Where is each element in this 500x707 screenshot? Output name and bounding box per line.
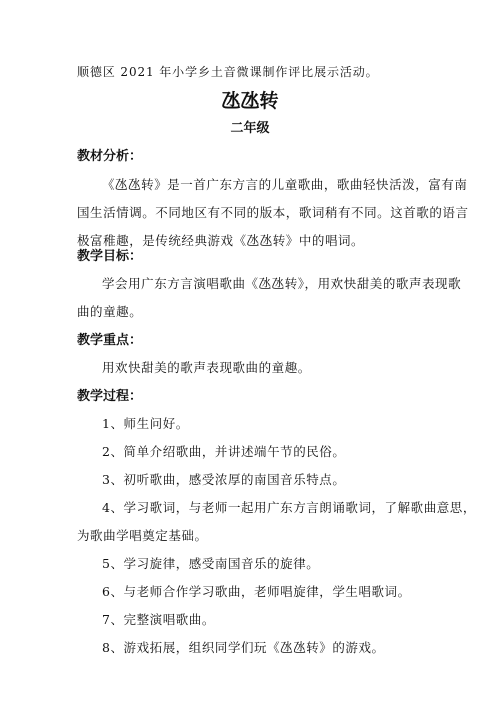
activity-intro: 顺德区 2021 年小学乡土音微课制作评比展示活动。 <box>77 65 379 79</box>
process-step-continuation: 为歌曲学唱奠定基础。 <box>77 528 208 543</box>
goals-line: 曲的童趣。 <box>77 304 143 319</box>
analysis-line: 《氹氹转》是一首广东方言的儿童歌曲，歌曲轻快活泼，富有南 <box>102 177 468 192</box>
song-title: 氹氹转 <box>221 90 279 112</box>
section-heading-focus: 教学重点： <box>77 333 143 348</box>
section-heading-process: 教学过程： <box>77 389 143 404</box>
grade-label: 二年级 <box>230 121 270 136</box>
process-step: 3、初听歌曲，感受浓厚的南国音乐特点。 <box>102 472 346 487</box>
process-step: 1、师生问好。 <box>102 416 189 431</box>
section-heading-analysis: 教材分析： <box>77 149 143 164</box>
focus-line: 用欢快甜美的歌声表现歌曲的童趣。 <box>102 360 311 375</box>
process-step: 5、学习旋律，感受南国音乐的旋律。 <box>102 556 320 571</box>
process-step: 8、游戏拓展，组织同学们玩《氹氹转》的游戏。 <box>102 640 385 655</box>
process-step: 6、与老师合作学习歌曲，老师唱旋律，学生唱歌词。 <box>102 584 411 599</box>
process-step: 4、学习歌词，与老师一起用广东方言朗诵歌词，了解歌曲意思， <box>102 500 476 515</box>
analysis-line: 国生活情调。不同地区有不同的版本，歌词稍有不同。这首歌的语言 <box>77 205 469 220</box>
goals-line: 学会用广东方言演唱歌曲《氹氹转》，用欢快甜美的歌声表现歌 <box>102 276 462 291</box>
section-heading-goals: 教学目标： <box>77 249 143 264</box>
process-step: 7、完整演唱歌曲。 <box>102 612 215 627</box>
process-step: 2、简单介绍歌曲，并讲述端午节的民俗。 <box>102 444 346 459</box>
analysis-line: 极富稚趣，是传统经典游戏《氹氹转》中的唱词。 <box>77 233 365 248</box>
